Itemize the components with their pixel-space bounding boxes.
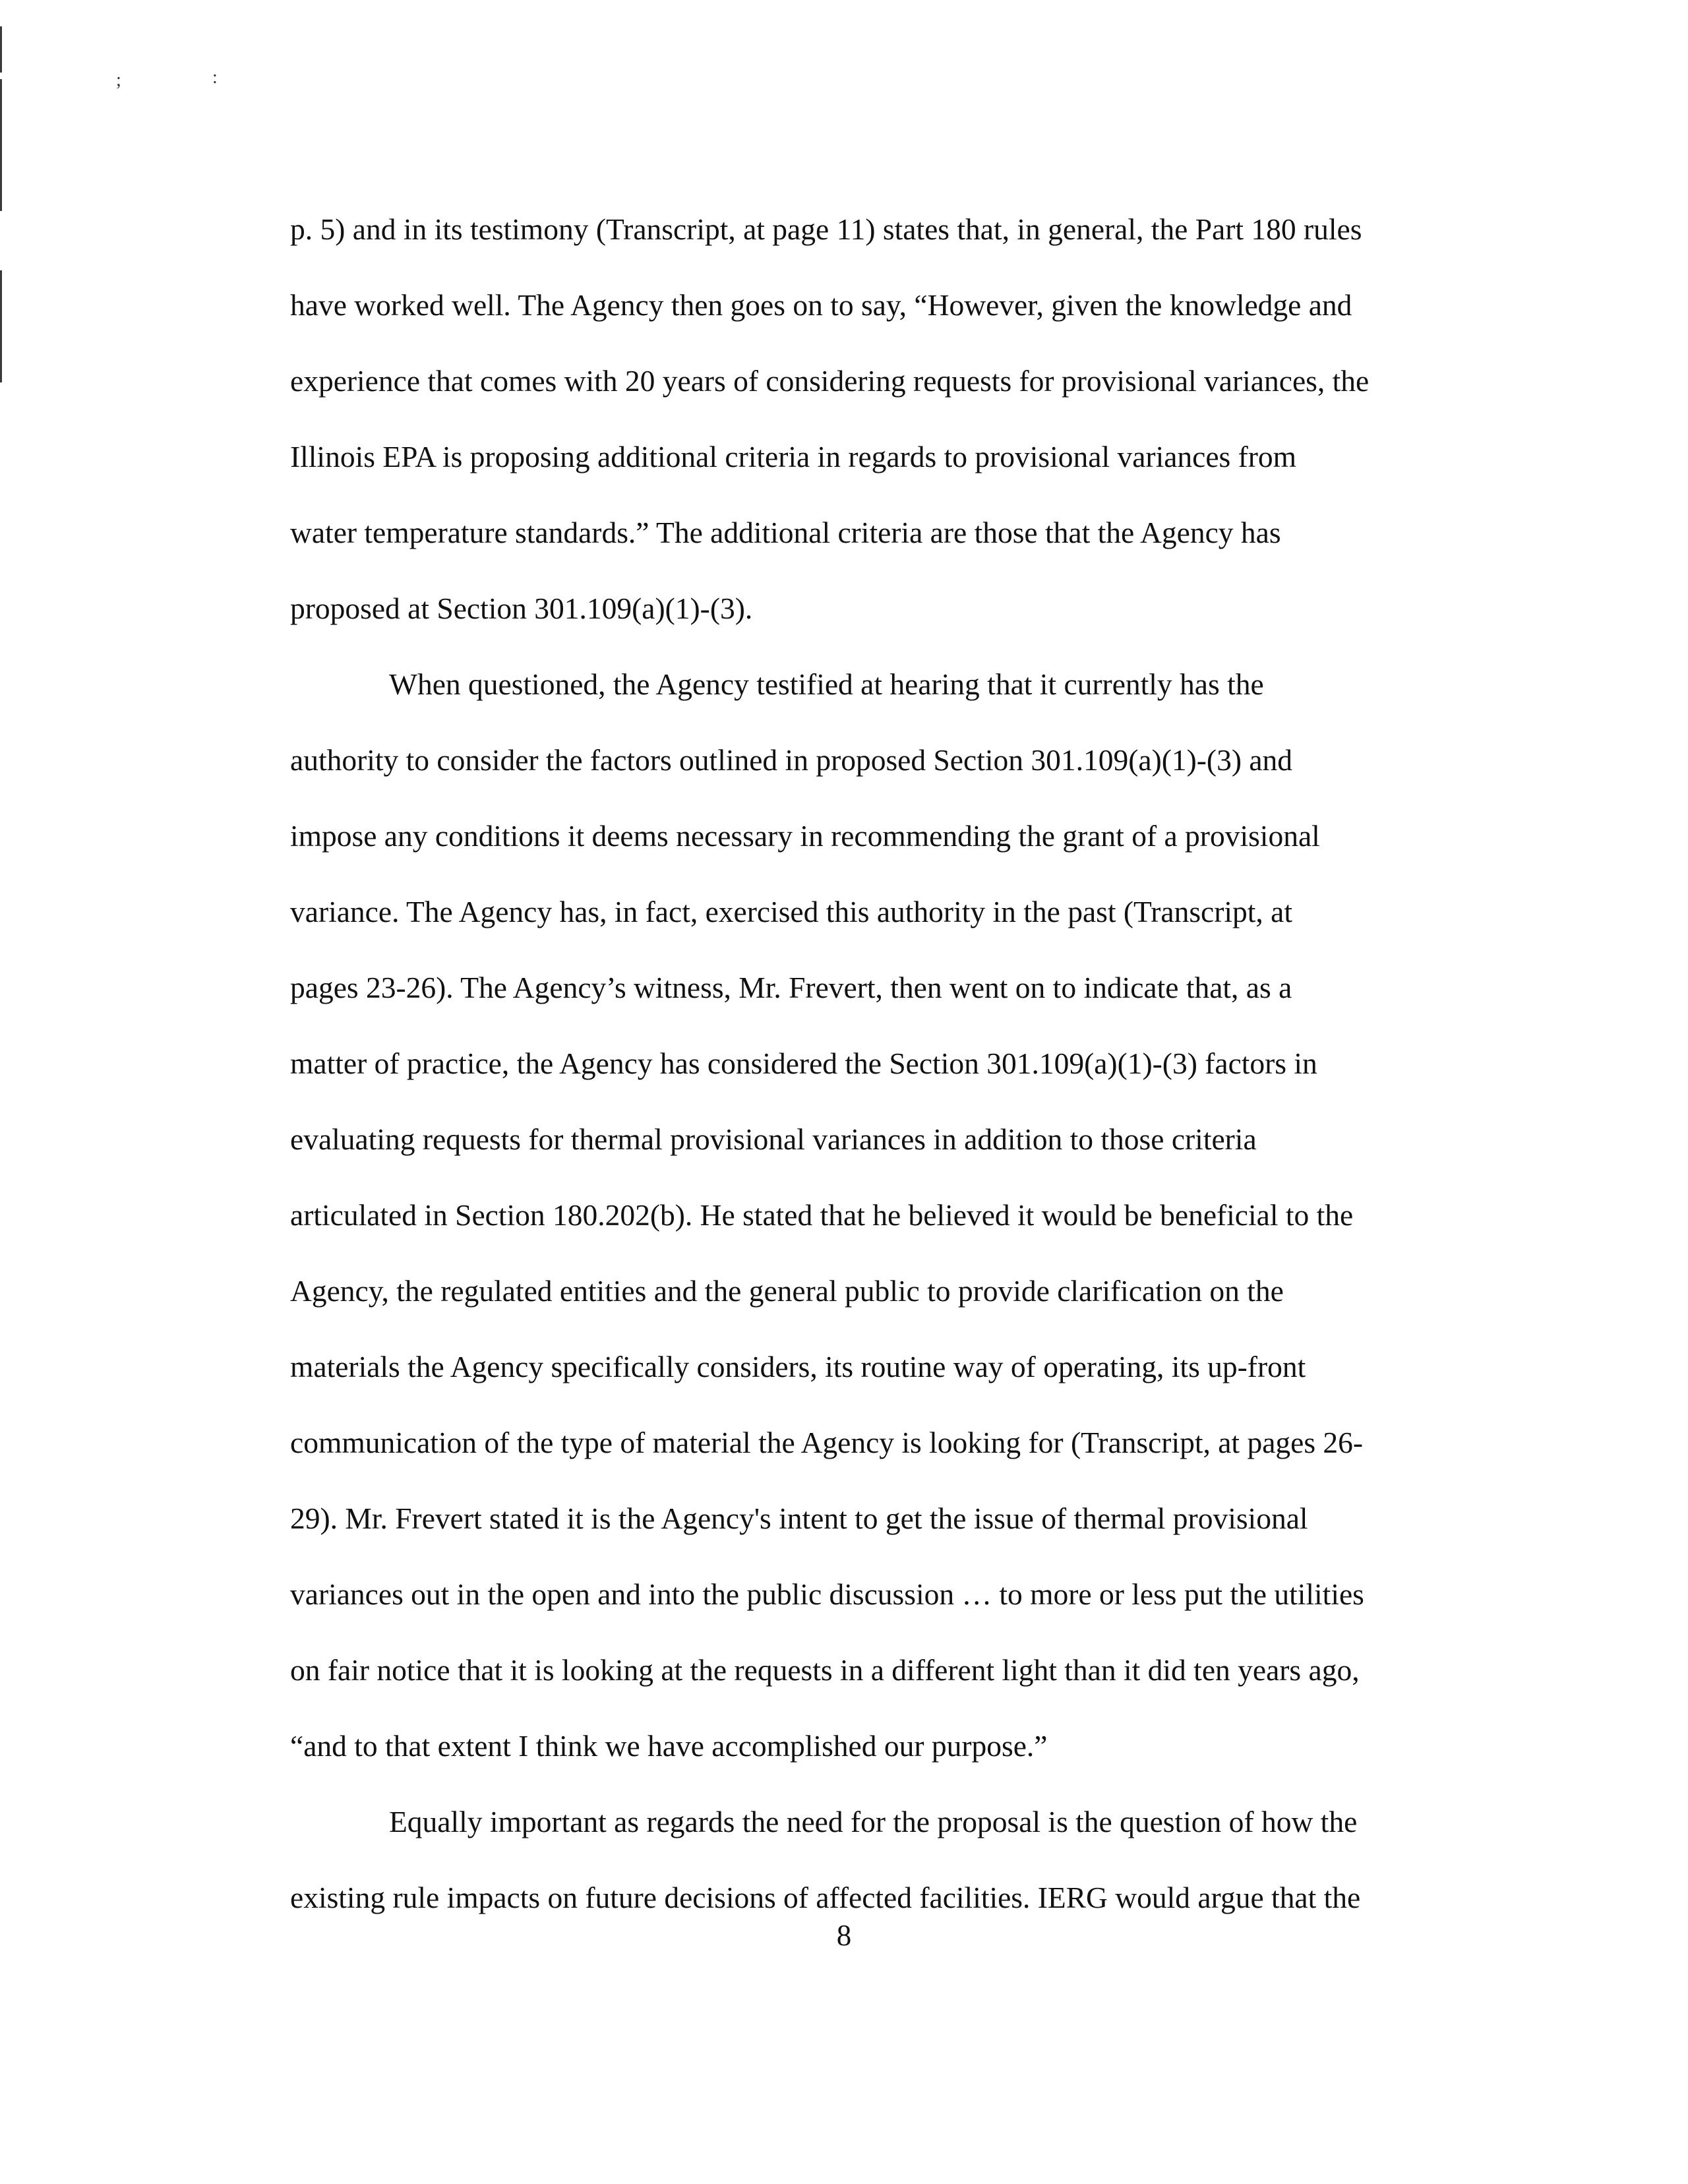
text-line: matter of practice, the Agency has considered the Section 301.109(a)(1)-(3) factors in bbox=[290, 1046, 1317, 1080]
text-line: evaluating requests for thermal provisional variances in addition to those criteria bbox=[290, 1122, 1257, 1156]
body-text bbox=[290, 191, 1470, 1935]
text-line: variances out in the open and into the public discussion … to more or less put the utilities bbox=[290, 1577, 1364, 1611]
scan-speck: ; bbox=[116, 70, 121, 90]
text-line: articulated in Section 180.202(b). He stated that he believed it would be beneficial to the bbox=[290, 1198, 1354, 1232]
page-number: 8 bbox=[836, 1919, 852, 1952]
text-line: experience that comes with 20 years of considering requests for provisional variances, the bbox=[290, 364, 1370, 398]
text-line: Agency, the regulated entities and the general public to provide clarification on the bbox=[290, 1274, 1284, 1308]
text-line: p. 5) and in its testimony (Transcript, at page 11) states that, in general, the Part 180 rules bbox=[290, 212, 1362, 246]
text-line: communication of the type of material the Agency is looking for (Transcript, at pages 26- bbox=[290, 1426, 1364, 1459]
scan-edge-mark bbox=[0, 26, 2, 73]
scan-edge-mark bbox=[0, 270, 2, 382]
scan-edge-mark bbox=[0, 79, 2, 211]
scan-speck: : bbox=[212, 67, 218, 88]
text-line: have worked well. The Agency then goes on to say, “However, given the knowledge and bbox=[290, 288, 1352, 322]
text-line: impose any conditions it deems necessary in recommending the grant of a provisional bbox=[290, 819, 1320, 853]
text-line: proposed at Section 301.109(a)(1)-(3). bbox=[290, 592, 753, 625]
text-line: authority to consider the factors outlined in proposed Section 301.109(a)(1)-(3) and bbox=[290, 743, 1293, 777]
text-line: materials the Agency specifically considers, its routine way of operating, its up-front bbox=[290, 1350, 1306, 1383]
paragraph-start-line: Equally important as regards the need for the proposal is the question of how the bbox=[389, 1805, 1358, 1838]
text-line: 29). Mr. Frevert stated it is the Agency's intent to get the issue of thermal provisional bbox=[290, 1502, 1308, 1535]
text-line: Illinois EPA is proposing additional criteria in regards to provisional variances from bbox=[290, 440, 1297, 473]
text-line: variance. The Agency has, in fact, exercised this authority in the past (Transcript, at bbox=[290, 895, 1293, 928]
text-line: existing rule impacts on future decisions of affected facilities. IERG would argue that the bbox=[290, 1881, 1361, 1914]
text-line: pages 23-26). The Agency’s witness, Mr. Frevert, then went on to indicate that, as a bbox=[290, 971, 1292, 1004]
text-line: “and to that extent I think we have accomplished our purpose.” bbox=[290, 1729, 1048, 1763]
text-line: on fair notice that it is looking at the requests in a different light than it did ten years ago, bbox=[290, 1653, 1360, 1687]
text-line: water temperature standards.” The additional criteria are those that the Agency has bbox=[290, 516, 1281, 549]
paragraph-start-line: When questioned, the Agency testified at hearing that it currently has the bbox=[389, 667, 1264, 701]
